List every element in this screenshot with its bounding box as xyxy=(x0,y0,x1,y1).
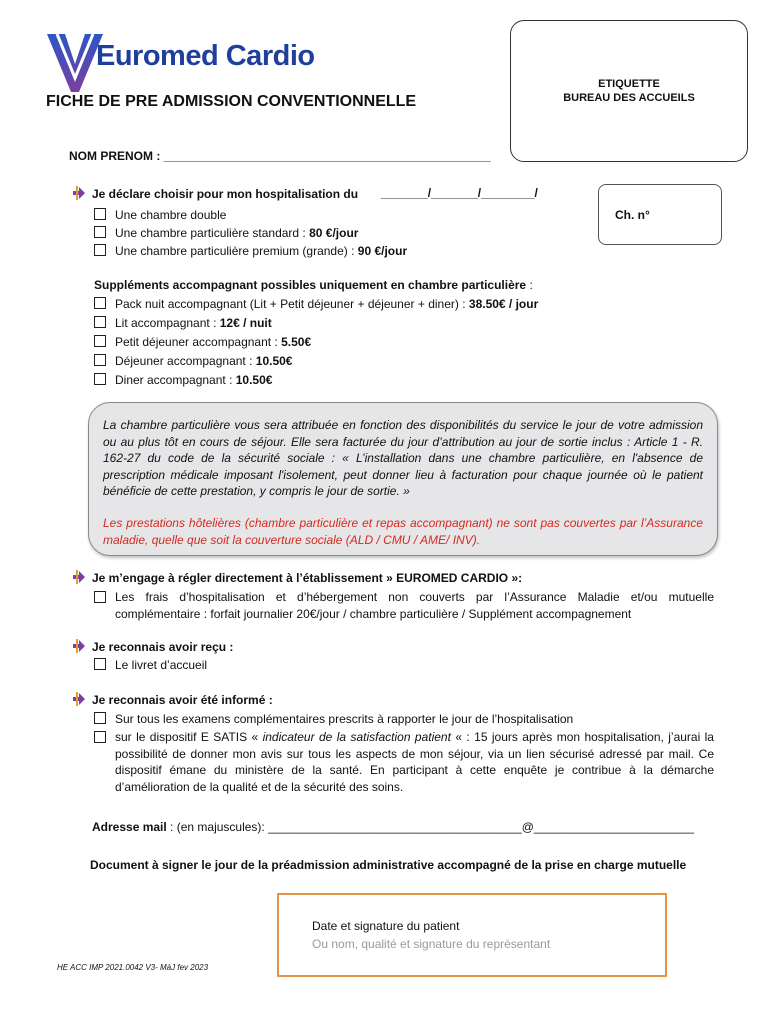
label-box xyxy=(510,20,748,162)
supplement-petit-dejeuner[interactable]: Petit déjeuner accompagnant : 5.50€ xyxy=(94,335,311,350)
checkbox[interactable] xyxy=(94,373,106,385)
engagement-item[interactable]: Les frais d’hospitalisation et d’hébergement non couverts par l’Assurance Maladie et/ou mutuelle complémentaire : forfait journalier 20€/jour / chambre particulière / Supplément accompagnement xyxy=(94,589,714,622)
checkbox[interactable] xyxy=(94,316,106,328)
checkbox[interactable] xyxy=(94,712,106,724)
checkbox[interactable] xyxy=(94,658,106,670)
label-box-line1: ETIQUETTE xyxy=(598,78,660,90)
signature-box[interactable] xyxy=(277,893,667,977)
checkbox[interactable] xyxy=(94,335,106,347)
page-title: FICHE DE PRE ADMISSION CONVENTIONNELLE xyxy=(46,93,417,110)
option-chambre-standard[interactable]: Une chambre particulière standard : 80 €/jour xyxy=(94,226,358,241)
info-warning: Les prestations hôtelières (chambre particulière et repas accompagnant) ne sont pas couvertes par l’Assurance maladie, quelle que soit la couverture sociale (ALD / CMU / AME/ INV). xyxy=(103,516,703,547)
logo-text: Euromed Cardio xyxy=(96,40,315,72)
room-number-box xyxy=(598,184,722,245)
supplement-lit[interactable]: Lit accompagnant : 12€ / nuit xyxy=(94,316,272,331)
checkbox[interactable] xyxy=(94,244,106,256)
arrow-bullet-icon xyxy=(72,692,86,706)
checkbox[interactable] xyxy=(94,731,106,743)
engagement-heading: Je m’engage à régler directement à l’établissement » EUROMED CARDIO »: xyxy=(72,570,522,586)
supplement-dejeuner[interactable]: Déjeuner accompagnant : 10.50€ xyxy=(94,354,292,369)
hospitalisation-date-field[interactable]: _______/_______/________/ xyxy=(381,186,538,200)
recu-heading: Je reconnais avoir reçu : xyxy=(72,639,233,655)
nom-prenom-field[interactable]: NOM PRENOM : _________________________________________________ xyxy=(69,149,491,163)
info-box xyxy=(88,402,718,556)
checkbox[interactable] xyxy=(94,226,106,238)
email-field[interactable]: Adresse mail : (en majuscules): ______________________________________@________________________ xyxy=(92,820,695,834)
option-chambre-premium[interactable]: Une chambre particulière premium (grande) : 90 €/jour xyxy=(94,244,407,259)
label-box-line2: BUREAU DES ACCUEILS xyxy=(563,92,695,104)
checkbox[interactable] xyxy=(94,354,106,366)
informe-heading: Je reconnais avoir été informé : xyxy=(72,692,273,708)
info-paragraph: La chambre particulière vous sera attribuée en fonction des disponibilités du service le jour de votre admission ou au plus tôt en cours de séjour. Elle sera facturée du jour d’attribution au jour de sortie inclus : Article 1 - R. 162-27 du code de la sécurité sociale : « L’installation dans une chambre particulière, en l'absence de prescription médicale imposant l'isolement, peut donner lieu à facturation pour chaque journée où le patient bénéficie de cette prestation, y compris le jour de sortie. » xyxy=(103,418,703,498)
room-number-label: Ch. n° xyxy=(615,208,650,222)
supplements-heading: Suppléments accompagnant possibles uniquement en chambre particulière : xyxy=(94,278,533,292)
document-reference: HE ACC IMP 2021.0042 V3- MàJ fev 2023 xyxy=(57,963,209,972)
option-chambre-double[interactable]: Une chambre double xyxy=(94,208,226,223)
arrow-bullet-icon xyxy=(72,639,86,653)
informe-item-esatis[interactable]: sur le dispositif E SATIS « indicateur de la satisfaction patient « : 15 jours après mon hospitalisation, j’aurai la possibilité de donner mon avis sur tous les aspects de mon séjour, via un lien sécurisé adressé par mail. Ce dispositif émane du ministère de la santé. En participant à cette enquête je contribue à la démarche d’amélioration de la qualité et de la sécurité des soins. xyxy=(94,729,714,795)
supplement-diner[interactable]: Diner accompagnant : 10.50€ xyxy=(94,373,272,388)
recu-item[interactable]: Le livret d’accueil xyxy=(94,658,207,673)
supplement-pack-nuit[interactable]: Pack nuit accompagnant (Lit + Petit déjeuner + déjeuner + diner) : 38.50€ / jour xyxy=(94,297,538,312)
signature-sublabel: Ou nom, qualité et signature du représentant xyxy=(312,937,551,951)
signature-notice: Document à signer le jour de la préadmission administrative accompagné de la prise en charge mutuelle xyxy=(90,858,687,872)
checkbox[interactable] xyxy=(94,591,106,603)
arrow-bullet-icon xyxy=(72,570,86,584)
checkbox[interactable] xyxy=(94,208,106,220)
signature-label: Date et signature du patient xyxy=(312,919,460,933)
checkbox[interactable] xyxy=(94,297,106,309)
arrow-bullet-icon xyxy=(72,186,86,200)
informe-item-examens[interactable]: Sur tous les examens complémentaires prescrits à rapporter le jour de l’hospitalisation xyxy=(94,712,573,727)
hospitalisation-heading: Je déclare choisir pour mon hospitalisation du xyxy=(72,186,358,202)
